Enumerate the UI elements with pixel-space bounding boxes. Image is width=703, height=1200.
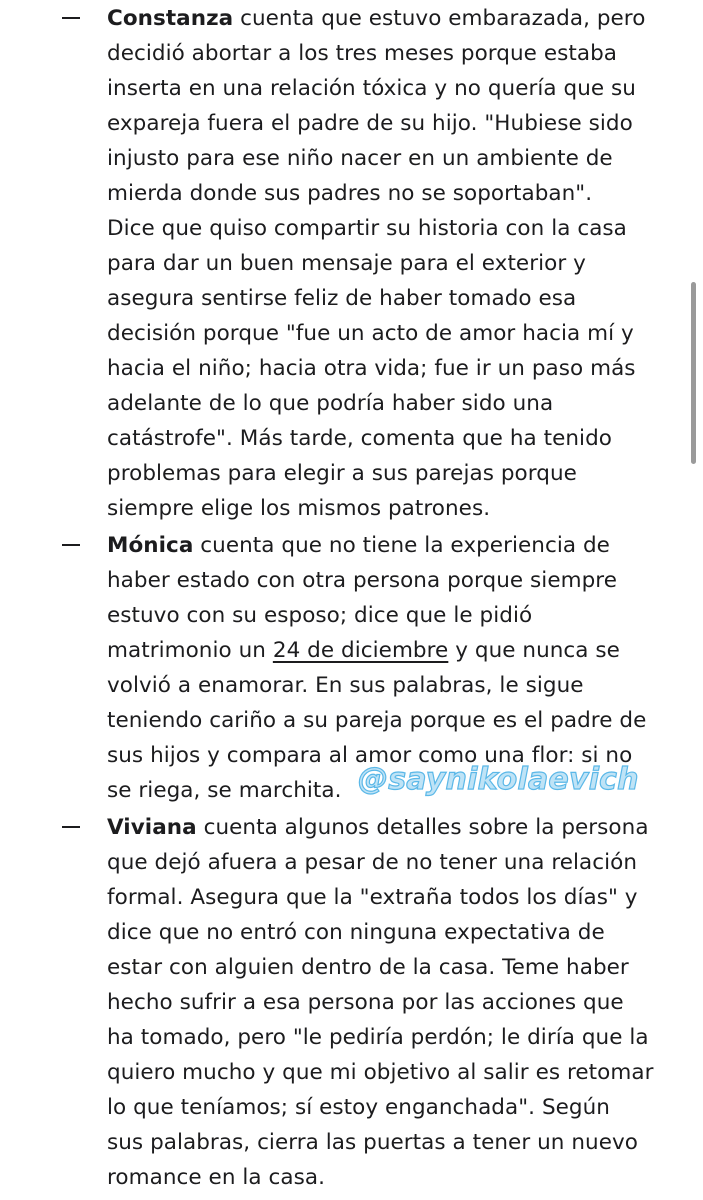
text-line: sus palabras, cierra las puertas a tener un nuevo (107, 1130, 638, 1155)
bullet-dash (62, 826, 80, 828)
text-line: injusto para ese niño nacer en un ambiente de (107, 146, 613, 171)
text-line: Dice que quiso compartir su historia con la casa (107, 216, 627, 241)
text-line: se riega, se marchita. (107, 778, 342, 803)
text-line: volvió a enamorar. En sus palabras, le sigue (107, 673, 584, 698)
text-line: ha tomado, pero "le pediría perdón; le diría que la (107, 1025, 649, 1050)
text-line: Viviana cuenta algunos detalles sobre la persona (107, 815, 649, 840)
text-line: decidió abortar a los tres meses porque estaba (107, 41, 617, 66)
text-line: expareja fuera el padre de su hijo. "Hubiese sido (107, 111, 633, 136)
text-line: siempre elige los mismos patrones. (107, 496, 491, 521)
text-line: Constanza cuenta que estuvo embarazada, pero (107, 6, 646, 31)
text-line: lo que teníamos; sí estoy enganchada". Según (107, 1095, 610, 1120)
bullet-dash (62, 544, 80, 546)
text-line: haber estado con otra persona porque siempre (107, 568, 617, 593)
date-link[interactable]: 24 de diciembre (272, 638, 449, 663)
text-line: teniendo cariño a su pareja porque es el padre de (107, 708, 647, 733)
person-name: Mónica (107, 533, 194, 558)
bullet-dash (62, 17, 80, 19)
text-line: dice que no entró con ninguna expectativa de (107, 920, 605, 945)
text-line: formal. Asegura que la "extraña todos los días" y (107, 885, 638, 910)
text-line: mierda donde sus padres no se soportaban". (107, 181, 593, 206)
text-line: estar con alguien dentro de la casa. Teme haber (107, 955, 629, 980)
text-line: decisión porque "fue un acto de amor hacia mí y (107, 321, 634, 346)
person-name: Viviana (107, 815, 197, 840)
text-line: catástrofe". Más tarde, comenta que ha tenido (107, 426, 612, 451)
text-line: Mónica cuenta que no tiene la experiencia de (107, 533, 610, 558)
text-line: sus hijos y compara al amor como una flor: si no (107, 743, 633, 768)
vertical-scrollbar[interactable] (691, 282, 696, 464)
text-line: adelante de lo que podría haber sido una (107, 391, 554, 416)
text-line: asegura sentirse feliz de haber tomado esa (107, 286, 577, 311)
text-line: hecho sufrir a esa persona por las acciones que (107, 990, 624, 1015)
text-line: matrimonio un 24 de diciembre y que nunca se (107, 638, 620, 663)
person-name: Constanza (107, 6, 234, 31)
text-line: problemas para elegir a sus parejas porque (107, 461, 577, 486)
text-line: que dejó afuera a pesar de no tener una relación (107, 850, 638, 875)
text-line: hacia el niño; hacia otra vida; fue ir un paso más (107, 356, 636, 381)
text-line: romance en la casa. (107, 1165, 325, 1190)
text-line: quiero mucho y que mi objetivo al salir es retomar (107, 1060, 654, 1085)
text-line: inserta en una relación tóxica y no quería que su (107, 76, 636, 101)
text-line: estuvo con su esposo; dice que le pidió (107, 603, 533, 628)
text-line: para dar un buen mensaje para el exterior y (107, 251, 586, 276)
watermark-handle: @saynikolaevich (358, 762, 639, 797)
